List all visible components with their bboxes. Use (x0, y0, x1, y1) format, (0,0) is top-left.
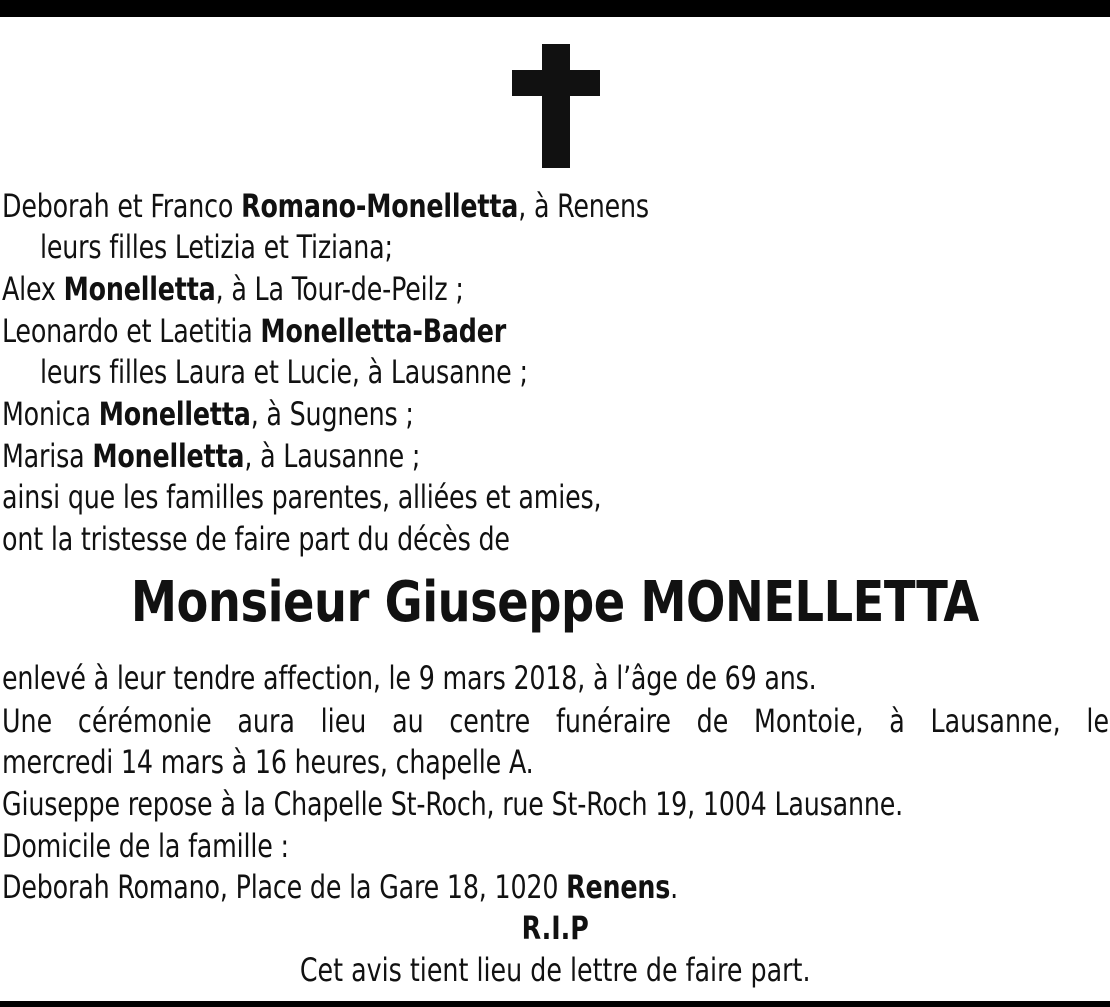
family-line: leurs filles Letizia et Tiziana; (40, 228, 393, 266)
family-line: Alex Monelletta, à La Tour-de-Peilz ; (2, 270, 464, 308)
family-line: Marisa Monelletta, à Lausanne ; (2, 437, 421, 475)
details-line: Deborah Romano, Place de la Gare 18, 1020 Renens. (2, 868, 679, 906)
family-line: Monica Monelletta, à Sugnens ; (2, 395, 414, 433)
closing-text: Cet avis tient lieu de lettre de faire part. (299, 951, 811, 989)
family-line: ainsi que les familles parentes, alliées et amies, (2, 478, 602, 516)
family-line: leurs filles Laura et Lucie, à Lausanne ; (40, 353, 528, 391)
family-line: ont la tristesse de faire part du décès de (2, 520, 510, 558)
deceased-name: Monsieur Giuseppe MONELLETTA (131, 570, 979, 635)
bottom-border (0, 1001, 1110, 1007)
details-line: enlevé à leur tendre affection, le 9 mars 2018, à l’âge de 69 ans. (2, 659, 817, 697)
rip-text: R.I.P (521, 909, 589, 947)
family-line: Leonardo et Laetitia Monelletta-Bader (2, 312, 507, 350)
details-line: mercredi 14 mars à 16 heures, chapelle A. (2, 743, 534, 781)
cross-icon (512, 44, 600, 168)
details-line: Domicile de la famille : (2, 827, 289, 865)
details-line: Giuseppe repose à la Chapelle St-Roch, rue St-Roch 19, 1004 Lausanne. (2, 785, 904, 823)
family-line: Deborah et Franco Romano-Monelletta, à Renens (2, 187, 649, 225)
top-border (0, 0, 1110, 17)
details-line: Une cérémonie aura lieu au centre funéraire de Montoie, à Lausanne, le (2, 702, 1110, 740)
